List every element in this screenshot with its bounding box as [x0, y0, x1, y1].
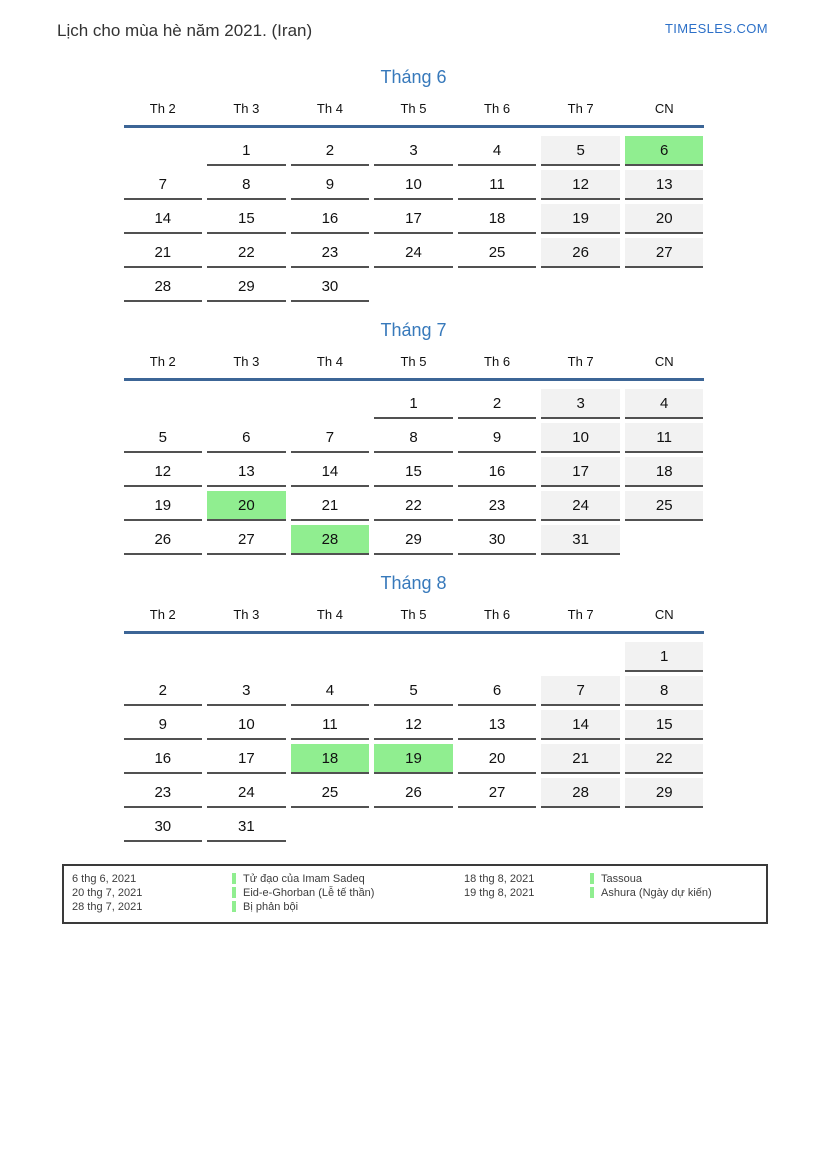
day-cell: 26 [374, 778, 453, 808]
day-cell: 3 [374, 136, 453, 166]
day-cell: 22 [625, 744, 704, 774]
month-calendar [124, 320, 704, 555]
day-cell: 11 [458, 170, 537, 200]
day-cell: 21 [124, 238, 203, 268]
day-cell: 29 [207, 272, 286, 302]
day-cell: 9 [124, 710, 203, 740]
site-logo-link[interactable]: TIMESLES.COM [664, 21, 768, 36]
day-cell: 8 [625, 676, 704, 706]
weekday-label: Th 6 [484, 101, 511, 116]
day-cell: 22 [207, 238, 286, 268]
legend-color-bar-icon [590, 887, 594, 898]
day-cell: 10 [374, 170, 453, 200]
weeks-grid [124, 381, 704, 555]
week-row [124, 204, 704, 234]
empty-cell [124, 136, 203, 166]
legend-entry-label: Tassoua [601, 873, 642, 885]
week-row [124, 423, 704, 453]
day-cell: 11 [625, 423, 704, 453]
week-row [124, 238, 704, 268]
day-cell: 25 [458, 238, 537, 268]
day-cell: 31 [541, 525, 620, 555]
day-cell: 5 [374, 676, 453, 706]
empty-cell [625, 272, 704, 302]
holiday-legend [62, 864, 768, 924]
empty-cell [458, 812, 537, 842]
legend-date: 18 thg 8, 2021 [464, 873, 535, 885]
weekday-label: Th 3 [233, 607, 260, 622]
legend-entry [232, 873, 464, 886]
empty-cell [625, 812, 704, 842]
weekday-label: Th 3 [233, 101, 260, 116]
weekday-label: Th 4 [316, 354, 343, 369]
day-cell: 22 [374, 491, 453, 521]
weekday-label: Th 7 [567, 354, 594, 369]
day-cell: 17 [541, 457, 620, 487]
day-cell: 30 [291, 272, 370, 302]
day-cell: 20 [458, 744, 537, 774]
weekday-label: Th 6 [484, 607, 511, 622]
day-cell: 29 [625, 778, 704, 808]
day-cell: 6 [207, 423, 286, 453]
weekday-label: Th 2 [149, 607, 176, 622]
day-cell: 14 [541, 710, 620, 740]
month-title: Tháng 8 [380, 573, 447, 593]
day-cell: 25 [291, 778, 370, 808]
day-cell: 15 [374, 457, 453, 487]
week-row [124, 272, 704, 302]
day-cell: 27 [625, 238, 704, 268]
day-cell: 14 [291, 457, 370, 487]
day-cell: 19 [541, 204, 620, 234]
month-title: Tháng 7 [380, 320, 447, 340]
day-cell: 18 [625, 457, 704, 487]
weeks-grid [124, 634, 704, 842]
legend-color-bar-icon [232, 873, 236, 884]
day-cell: 4 [291, 676, 370, 706]
week-row [124, 778, 704, 808]
weekday-label: Th 4 [316, 101, 343, 116]
weekday-header-row [124, 101, 704, 125]
day-cell: 18 [458, 204, 537, 234]
day-cell: 24 [541, 491, 620, 521]
legend-entry [590, 873, 758, 886]
day-cell: 20 [625, 204, 704, 234]
day-cell: 28 [291, 525, 370, 555]
top-header [0, 0, 827, 41]
empty-cell [291, 642, 370, 672]
day-cell: 3 [207, 676, 286, 706]
day-cell: 19 [124, 491, 203, 521]
day-cell: 3 [541, 389, 620, 419]
week-row [124, 676, 704, 706]
day-cell: 29 [374, 525, 453, 555]
legend-entry-label: Tử đạo của Imam Sadeq [243, 873, 365, 885]
day-cell: 8 [374, 423, 453, 453]
day-cell: 5 [541, 136, 620, 166]
empty-cell [541, 812, 620, 842]
day-cell: 23 [291, 238, 370, 268]
weekday-label: Th 2 [149, 354, 176, 369]
day-cell: 24 [207, 778, 286, 808]
week-row [124, 812, 704, 842]
day-cell: 26 [541, 238, 620, 268]
day-cell: 9 [291, 170, 370, 200]
months-container [0, 67, 827, 842]
day-cell: 12 [541, 170, 620, 200]
legend-entry [232, 887, 464, 900]
day-cell: 28 [541, 778, 620, 808]
day-cell: 28 [124, 272, 203, 302]
empty-cell [458, 642, 537, 672]
empty-cell [541, 272, 620, 302]
day-cell: 11 [291, 710, 370, 740]
legend-date: 28 thg 7, 2021 [72, 901, 143, 913]
day-cell: 27 [207, 525, 286, 555]
day-cell: 2 [291, 136, 370, 166]
weekday-label: Th 5 [400, 354, 427, 369]
day-cell: 8 [207, 170, 286, 200]
empty-cell [207, 642, 286, 672]
legend-color-bar-icon [232, 901, 236, 912]
day-cell: 19 [374, 744, 453, 774]
empty-cell [124, 642, 203, 672]
legend-entry-label: Ashura (Ngày dự kiến) [601, 887, 712, 899]
week-row [124, 710, 704, 740]
day-cell: 25 [625, 491, 704, 521]
day-cell: 16 [124, 744, 203, 774]
day-cell: 7 [124, 170, 203, 200]
weekday-label: CN [654, 101, 674, 116]
day-cell: 10 [207, 710, 286, 740]
week-row [124, 744, 704, 774]
day-cell: 10 [541, 423, 620, 453]
day-cell: 13 [207, 457, 286, 487]
day-cell: 31 [207, 812, 286, 842]
day-cell: 16 [291, 204, 370, 234]
weekday-label: Th 5 [400, 607, 427, 622]
weekday-label: Th 4 [316, 607, 343, 622]
week-row [124, 389, 704, 419]
day-cell: 4 [625, 389, 704, 419]
day-cell: 7 [541, 676, 620, 706]
day-cell: 13 [458, 710, 537, 740]
day-cell: 1 [207, 136, 286, 166]
day-cell: 30 [124, 812, 203, 842]
day-cell: 30 [458, 525, 537, 555]
day-cell: 6 [458, 676, 537, 706]
day-cell: 17 [374, 204, 453, 234]
day-cell: 21 [291, 491, 370, 521]
day-cell: 1 [625, 642, 704, 672]
day-cell: 23 [458, 491, 537, 521]
day-cell: 27 [458, 778, 537, 808]
empty-cell [124, 389, 203, 419]
empty-cell [541, 642, 620, 672]
weekday-label: Th 7 [567, 101, 594, 116]
day-cell: 23 [124, 778, 203, 808]
weekday-label: Th 7 [567, 607, 594, 622]
legend-entry-label: Eid-e-Ghorban (Lễ tế thần) [243, 887, 375, 899]
weekday-label: Th 3 [233, 354, 260, 369]
day-cell: 15 [625, 710, 704, 740]
legend-date: 20 thg 7, 2021 [72, 887, 143, 899]
day-cell: 20 [207, 491, 286, 521]
empty-cell [207, 389, 286, 419]
day-cell: 12 [124, 457, 203, 487]
day-cell: 17 [207, 744, 286, 774]
weeks-grid [124, 128, 704, 302]
empty-cell [374, 812, 453, 842]
day-cell: 5 [124, 423, 203, 453]
day-cell: 16 [458, 457, 537, 487]
legend-color-bar-icon [232, 887, 236, 898]
legend-date: 19 thg 8, 2021 [464, 887, 535, 899]
day-cell: 4 [458, 136, 537, 166]
week-row [124, 491, 704, 521]
month-title: Tháng 6 [380, 67, 447, 87]
week-row [124, 457, 704, 487]
day-cell: 26 [124, 525, 203, 555]
empty-cell [291, 389, 370, 419]
empty-cell [374, 642, 453, 672]
week-row [124, 525, 704, 555]
month-calendar [124, 573, 704, 842]
weekday-label: CN [654, 354, 674, 369]
day-cell: 24 [374, 238, 453, 268]
week-row [124, 170, 704, 200]
month-calendar [124, 67, 704, 302]
weekday-header-row [124, 607, 704, 631]
legend-entry [590, 887, 758, 900]
weekday-label: CN [654, 607, 674, 622]
weekday-label: Th 6 [484, 354, 511, 369]
legend-color-bar-icon [590, 873, 594, 884]
empty-cell [458, 272, 537, 302]
week-row [124, 642, 704, 672]
day-cell: 15 [207, 204, 286, 234]
page-title: Lịch cho mùa hè năm 2021. (Iran) [57, 21, 313, 40]
empty-cell [374, 272, 453, 302]
weekday-label: Th 2 [149, 101, 176, 116]
week-row [124, 136, 704, 166]
weekday-label: Th 5 [400, 101, 427, 116]
day-cell: 2 [458, 389, 537, 419]
weekday-header-row [124, 354, 704, 378]
day-cell: 14 [124, 204, 203, 234]
legend-entry-label: Bị phản bội [243, 901, 299, 913]
legend-entry [232, 901, 464, 914]
day-cell: 7 [291, 423, 370, 453]
day-cell: 12 [374, 710, 453, 740]
day-cell: 6 [625, 136, 704, 166]
day-cell: 13 [625, 170, 704, 200]
day-cell: 18 [291, 744, 370, 774]
legend-date: 6 thg 6, 2021 [72, 873, 137, 885]
day-cell: 2 [124, 676, 203, 706]
day-cell: 21 [541, 744, 620, 774]
empty-cell [625, 525, 704, 555]
empty-cell [291, 812, 370, 842]
day-cell: 9 [458, 423, 537, 453]
day-cell: 1 [374, 389, 453, 419]
